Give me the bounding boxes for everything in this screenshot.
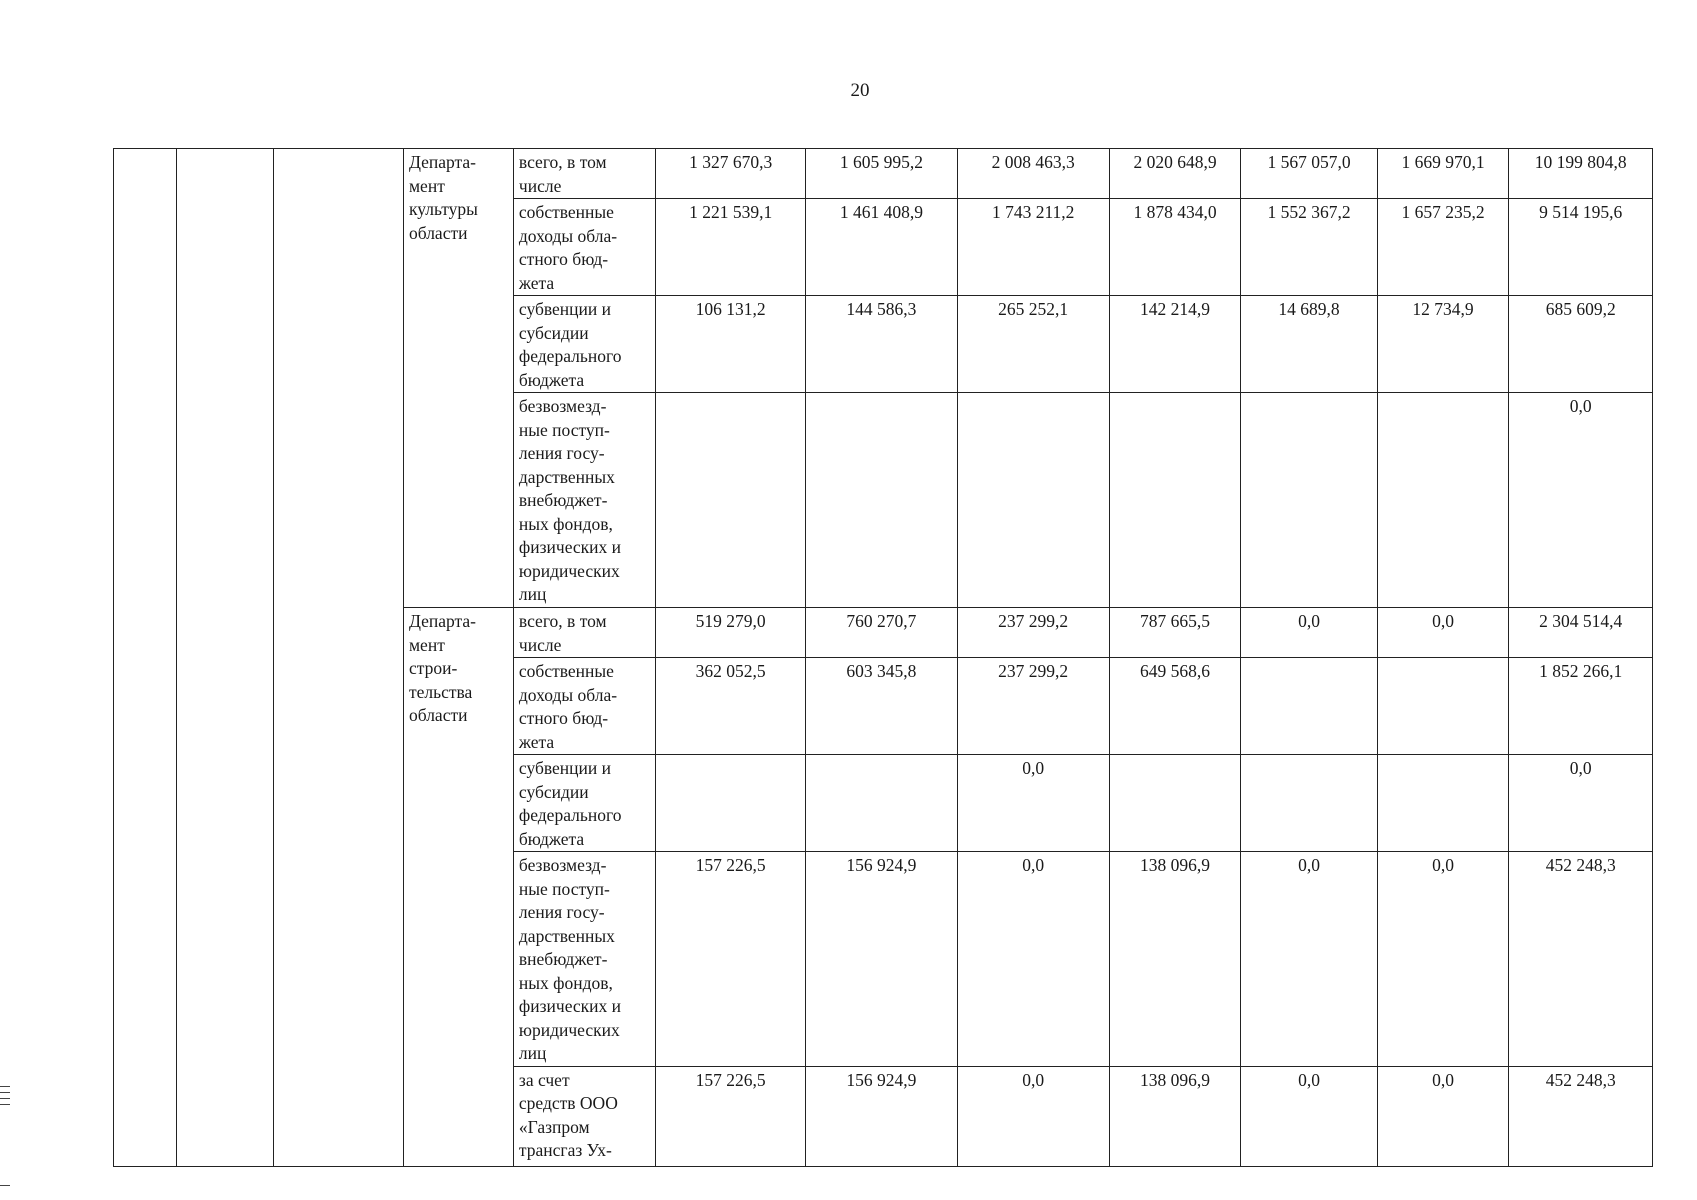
amount-cell [656,393,806,608]
margin-mark [0,1092,10,1093]
amount-cell: 1 852 266,1 [1509,658,1653,755]
amount-cell: 157 226,5 [656,1066,806,1166]
funding-source-label: безвозмезд- ные поступ- ления госу- дарственных внебюджет- ных фондов, физических и юридических лиц [513,852,655,1067]
amount-cell: 157 226,5 [656,852,806,1067]
amount-cell: 603 345,8 [805,658,957,755]
amount-cell: 265 252,1 [957,296,1109,393]
funding-source-label: всего, в том числе [513,608,655,658]
funding-source-label: субвенции и субсидии федерального бюджета [513,755,655,852]
amount-cell: 12 734,9 [1377,296,1509,393]
amount-cell: 138 096,9 [1109,1066,1241,1166]
amount-cell: 0,0 [1241,1066,1377,1166]
amount-cell: 1 878 434,0 [1109,199,1241,296]
amount-cell: 0,0 [1377,608,1509,658]
funding-source-label: субвенции и субсидии федерального бюджета [513,296,655,393]
amount-cell: 0,0 [957,1066,1109,1166]
amount-cell: 519 279,0 [656,608,806,658]
amount-cell: 0,0 [957,852,1109,1067]
amount-cell: 10 199 804,8 [1509,149,1653,199]
amount-cell: 0,0 [957,755,1109,852]
amount-cell: 0,0 [1509,755,1653,852]
budget-table [113,148,1653,1167]
blank-column-1 [114,149,177,1167]
amount-cell: 685 609,2 [1509,296,1653,393]
amount-cell: 1 461 408,9 [805,199,957,296]
amount-cell: 156 924,9 [805,1066,957,1166]
margin-mark [0,1086,10,1087]
amount-cell [1377,658,1509,755]
amount-cell: 362 052,5 [656,658,806,755]
amount-cell: 1 669 970,1 [1377,149,1509,199]
funding-source-label: собственные доходы обла- стного бюд- жета [513,658,655,755]
amount-cell [1241,393,1377,608]
amount-cell: 144 586,3 [805,296,957,393]
amount-cell: 0,0 [1241,852,1377,1067]
table-body [114,149,1653,1167]
amount-cell: 2 020 648,9 [1109,149,1241,199]
margin-mark [0,1104,10,1105]
amount-cell [1377,755,1509,852]
funding-source-label: безвозмезд- ные поступ- ления госу- дарственных внебюджет- ных фондов, физических и юридических лиц [513,393,655,608]
amount-cell: 760 270,7 [805,608,957,658]
amount-cell [805,393,957,608]
amount-cell: 1 552 367,2 [1241,199,1377,296]
amount-cell: 1 657 235,2 [1377,199,1509,296]
amount-cell: 0,0 [1377,1066,1509,1166]
amount-cell [656,755,806,852]
amount-cell: 156 924,9 [805,852,957,1067]
margin-mark [0,1098,10,1099]
amount-cell [957,393,1109,608]
amount-cell: 2 008 463,3 [957,149,1109,199]
amount-cell: 1 743 211,2 [957,199,1109,296]
amount-cell: 787 665,5 [1109,608,1241,658]
amount-cell: 106 131,2 [656,296,806,393]
amount-cell: 9 514 195,6 [1509,199,1653,296]
amount-cell: 0,0 [1377,852,1509,1067]
funding-source-label: всего, в том числе [513,149,655,199]
amount-cell: 14 689,8 [1241,296,1377,393]
amount-cell: 649 568,6 [1109,658,1241,755]
amount-cell: 237 299,2 [957,608,1109,658]
amount-cell: 2 304 514,4 [1509,608,1653,658]
amount-cell: 138 096,9 [1109,852,1241,1067]
margin-mark [0,1185,10,1186]
blank-column-3 [274,149,404,1167]
amount-cell [1109,755,1241,852]
amount-cell: 1 605 995,2 [805,149,957,199]
table-row [114,149,1653,199]
amount-cell [1241,755,1377,852]
amount-cell [1241,658,1377,755]
funding-source-label: собственные доходы обла- стного бюд- жета [513,199,655,296]
amount-cell: 452 248,3 [1509,852,1653,1067]
amount-cell: 237 299,2 [957,658,1109,755]
amount-cell [805,755,957,852]
amount-cell: 142 214,9 [1109,296,1241,393]
amount-cell: 1 221 539,1 [656,199,806,296]
blank-column-2 [176,149,273,1167]
amount-cell: 1 567 057,0 [1241,149,1377,199]
amount-cell: 1 327 670,3 [656,149,806,199]
amount-cell: 0,0 [1241,608,1377,658]
page-number: 20 [850,80,870,101]
amount-cell [1377,393,1509,608]
amount-cell: 0,0 [1509,393,1653,608]
department-name: Департа- мент культуры области [403,149,513,608]
funding-source-label: за счет средств ООО «Газпром трансгаз Ух- [513,1066,655,1166]
department-name: Департа- мент строи- тельства области [403,608,513,1167]
amount-cell [1109,393,1241,608]
amount-cell: 452 248,3 [1509,1066,1653,1166]
